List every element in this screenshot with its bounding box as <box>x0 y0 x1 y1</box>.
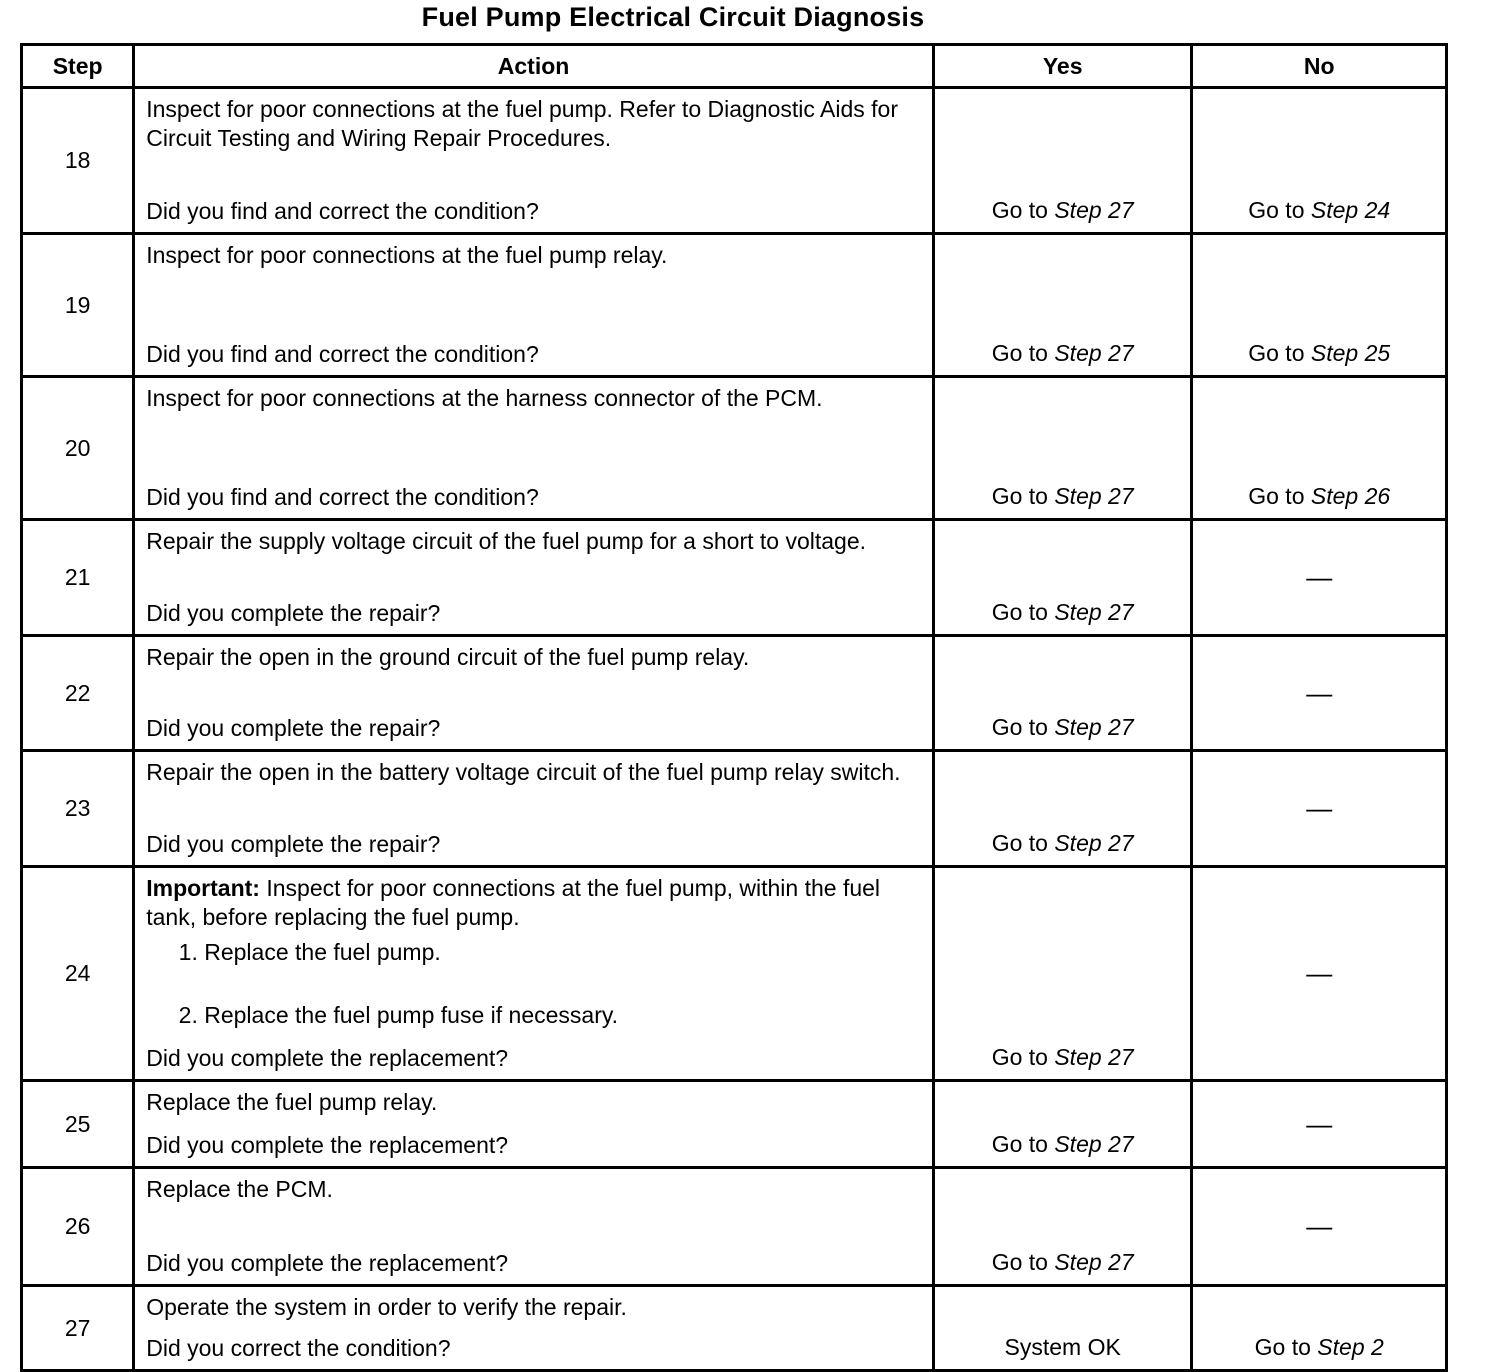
header-action: Action <box>134 45 934 88</box>
yes-cell <box>933 1081 1192 1168</box>
yes-cell <box>933 867 1192 1081</box>
go-to-label: Go to <box>991 483 1048 509</box>
no-cell <box>1192 636 1447 751</box>
yes-step-link: Step 27 <box>1054 1131 1134 1157</box>
step-number: 19 <box>22 234 134 377</box>
question-text: Did you complete the repair? <box>146 831 441 857</box>
yes-cell <box>933 234 1192 377</box>
table-row <box>22 377 1447 520</box>
step-number: 23 <box>22 751 134 867</box>
question-text: Did you find and correct the condition? <box>146 198 539 224</box>
question-text: Did you complete the repair? <box>146 715 441 741</box>
step-number: 22 <box>22 636 134 751</box>
step-number: 21 <box>22 520 134 636</box>
table-row <box>22 1286 1447 1371</box>
question-text: Did you complete the replacement? <box>146 1045 509 1071</box>
no-step-link: Step 26 <box>1310 483 1391 509</box>
diagnosis-table <box>20 43 1448 1372</box>
header-no: No <box>1192 45 1447 88</box>
go-to-label: Go to <box>1254 1334 1311 1360</box>
action-cell <box>134 867 934 1081</box>
no-cell <box>1192 867 1447 1081</box>
yes-cell <box>933 1168 1192 1286</box>
question-text: Did you complete the repair? <box>146 600 441 626</box>
action-text: Repair the open in the ground circuit of the fuel pump relay. <box>146 644 750 670</box>
question-text: Did you correct the condition? <box>146 1335 451 1361</box>
go-to-label: Go to <box>991 1131 1048 1157</box>
action-cell <box>134 520 934 636</box>
go-to-label: Go to <box>991 830 1048 856</box>
table-row <box>22 636 1447 751</box>
not-applicable-dash: — <box>1306 1211 1333 1241</box>
table-row <box>22 1168 1447 1286</box>
step-number: 20 <box>22 377 134 520</box>
yes-cell <box>933 1286 1192 1371</box>
question-text: Did you complete the replacement? <box>146 1250 509 1276</box>
action-text: Inspect for poor connections at the fuel pump. Refer to Diagnostic Aids for Circuit Testing and Wiring Repair Procedures. <box>146 96 898 151</box>
yes-step-link: Step 27 <box>1054 340 1134 366</box>
no-cell <box>1192 1286 1447 1371</box>
replacement-steps-list <box>146 938 922 1030</box>
yes-cell <box>933 636 1192 751</box>
no-step-link: Step 25 <box>1310 340 1391 366</box>
yes-step-link: Step 27 <box>1054 830 1134 856</box>
table-row <box>22 520 1447 636</box>
no-step-link: Step 24 <box>1310 197 1391 223</box>
not-applicable-dash: — <box>1306 562 1333 592</box>
action-text: Replace the PCM. <box>146 1176 333 1202</box>
yes-cell <box>933 520 1192 636</box>
table-row <box>22 751 1447 867</box>
table-header-row <box>22 45 1447 88</box>
go-to-label: Go to <box>1248 340 1305 366</box>
go-to-label: Go to <box>991 714 1048 740</box>
no-cell <box>1192 1168 1447 1286</box>
table-row <box>22 867 1447 1081</box>
yes-step-link: Step 27 <box>1054 483 1134 509</box>
list-item: 2. Replace the fuel pump fuse if necessary. <box>204 1001 922 1030</box>
not-applicable-dash: — <box>1306 793 1333 823</box>
header-step: Step <box>22 45 134 88</box>
action-text: Repair the supply voltage circuit of the fuel pump for a short to voltage. <box>146 528 867 554</box>
table-row <box>22 1081 1447 1168</box>
go-to-label: Go to <box>1248 483 1305 509</box>
go-to-label: Go to <box>991 197 1048 223</box>
action-cell <box>134 234 934 377</box>
question-text: Did you find and correct the condition? <box>146 484 539 510</box>
yes-step-link: Step 27 <box>1054 1044 1134 1070</box>
no-cell <box>1192 520 1447 636</box>
step-number: 18 <box>22 88 134 234</box>
action-text: Operate the system in order to verify the repair. <box>146 1294 627 1320</box>
no-cell <box>1192 377 1447 520</box>
go-to-label: Go to <box>991 599 1048 625</box>
action-cell <box>134 751 934 867</box>
go-to-label: Go to <box>991 1249 1048 1275</box>
step-number: 25 <box>22 1081 134 1168</box>
no-cell <box>1192 751 1447 867</box>
go-to-label: Go to <box>1248 197 1305 223</box>
yes-cell <box>933 88 1192 234</box>
no-step-link: Step 2 <box>1317 1334 1384 1360</box>
page-title: Fuel Pump Electrical Circuit Diagnosis <box>421 2 925 32</box>
action-text: Inspect for poor connections at the fuel pump, within the fuel tank, before replacing the fuel pump. <box>146 875 881 930</box>
important-label: Important: <box>146 875 260 901</box>
go-to-label: Go to <box>991 340 1048 366</box>
action-cell <box>134 1081 934 1168</box>
yes-cell <box>933 377 1192 520</box>
table-row <box>22 234 1447 377</box>
action-text: Replace the fuel pump relay. <box>146 1089 438 1115</box>
action-text: Repair the open in the battery voltage circuit of the fuel pump relay switch. <box>146 759 901 785</box>
no-cell <box>1192 1081 1447 1168</box>
not-applicable-dash: — <box>1306 677 1333 708</box>
not-applicable-dash: — <box>1306 958 1333 988</box>
list-item: 1. Replace the fuel pump. <box>204 938 922 967</box>
yes-step-link: Step 27 <box>1054 1249 1134 1275</box>
header-yes: Yes <box>933 45 1192 88</box>
table-row <box>22 88 1447 234</box>
go-to-label: Go to <box>991 1044 1048 1070</box>
action-cell <box>134 377 934 520</box>
question-text: Did you find and correct the condition? <box>146 341 539 367</box>
question-text: Did you complete the replacement? <box>146 1132 509 1158</box>
yes-step-link: Step 27 <box>1054 599 1134 625</box>
step-number: 26 <box>22 1168 134 1286</box>
step-number: 27 <box>22 1286 134 1371</box>
yes-step-link: Step 27 <box>1054 714 1134 740</box>
no-cell <box>1192 88 1447 234</box>
not-applicable-dash: — <box>1306 1108 1333 1139</box>
action-cell <box>134 1168 934 1286</box>
yes-step-link: Step 27 <box>1054 197 1134 223</box>
action-cell <box>134 1286 934 1371</box>
action-cell <box>134 636 934 751</box>
action-cell <box>134 88 934 234</box>
yes-cell <box>933 751 1192 867</box>
system-ok-text: System OK <box>1004 1334 1121 1360</box>
action-text: Inspect for poor connections at the fuel pump relay. <box>146 242 668 268</box>
step-number: 24 <box>22 867 134 1081</box>
no-cell <box>1192 234 1447 377</box>
action-text: Inspect for poor connections at the harness connector of the PCM. <box>146 385 823 411</box>
